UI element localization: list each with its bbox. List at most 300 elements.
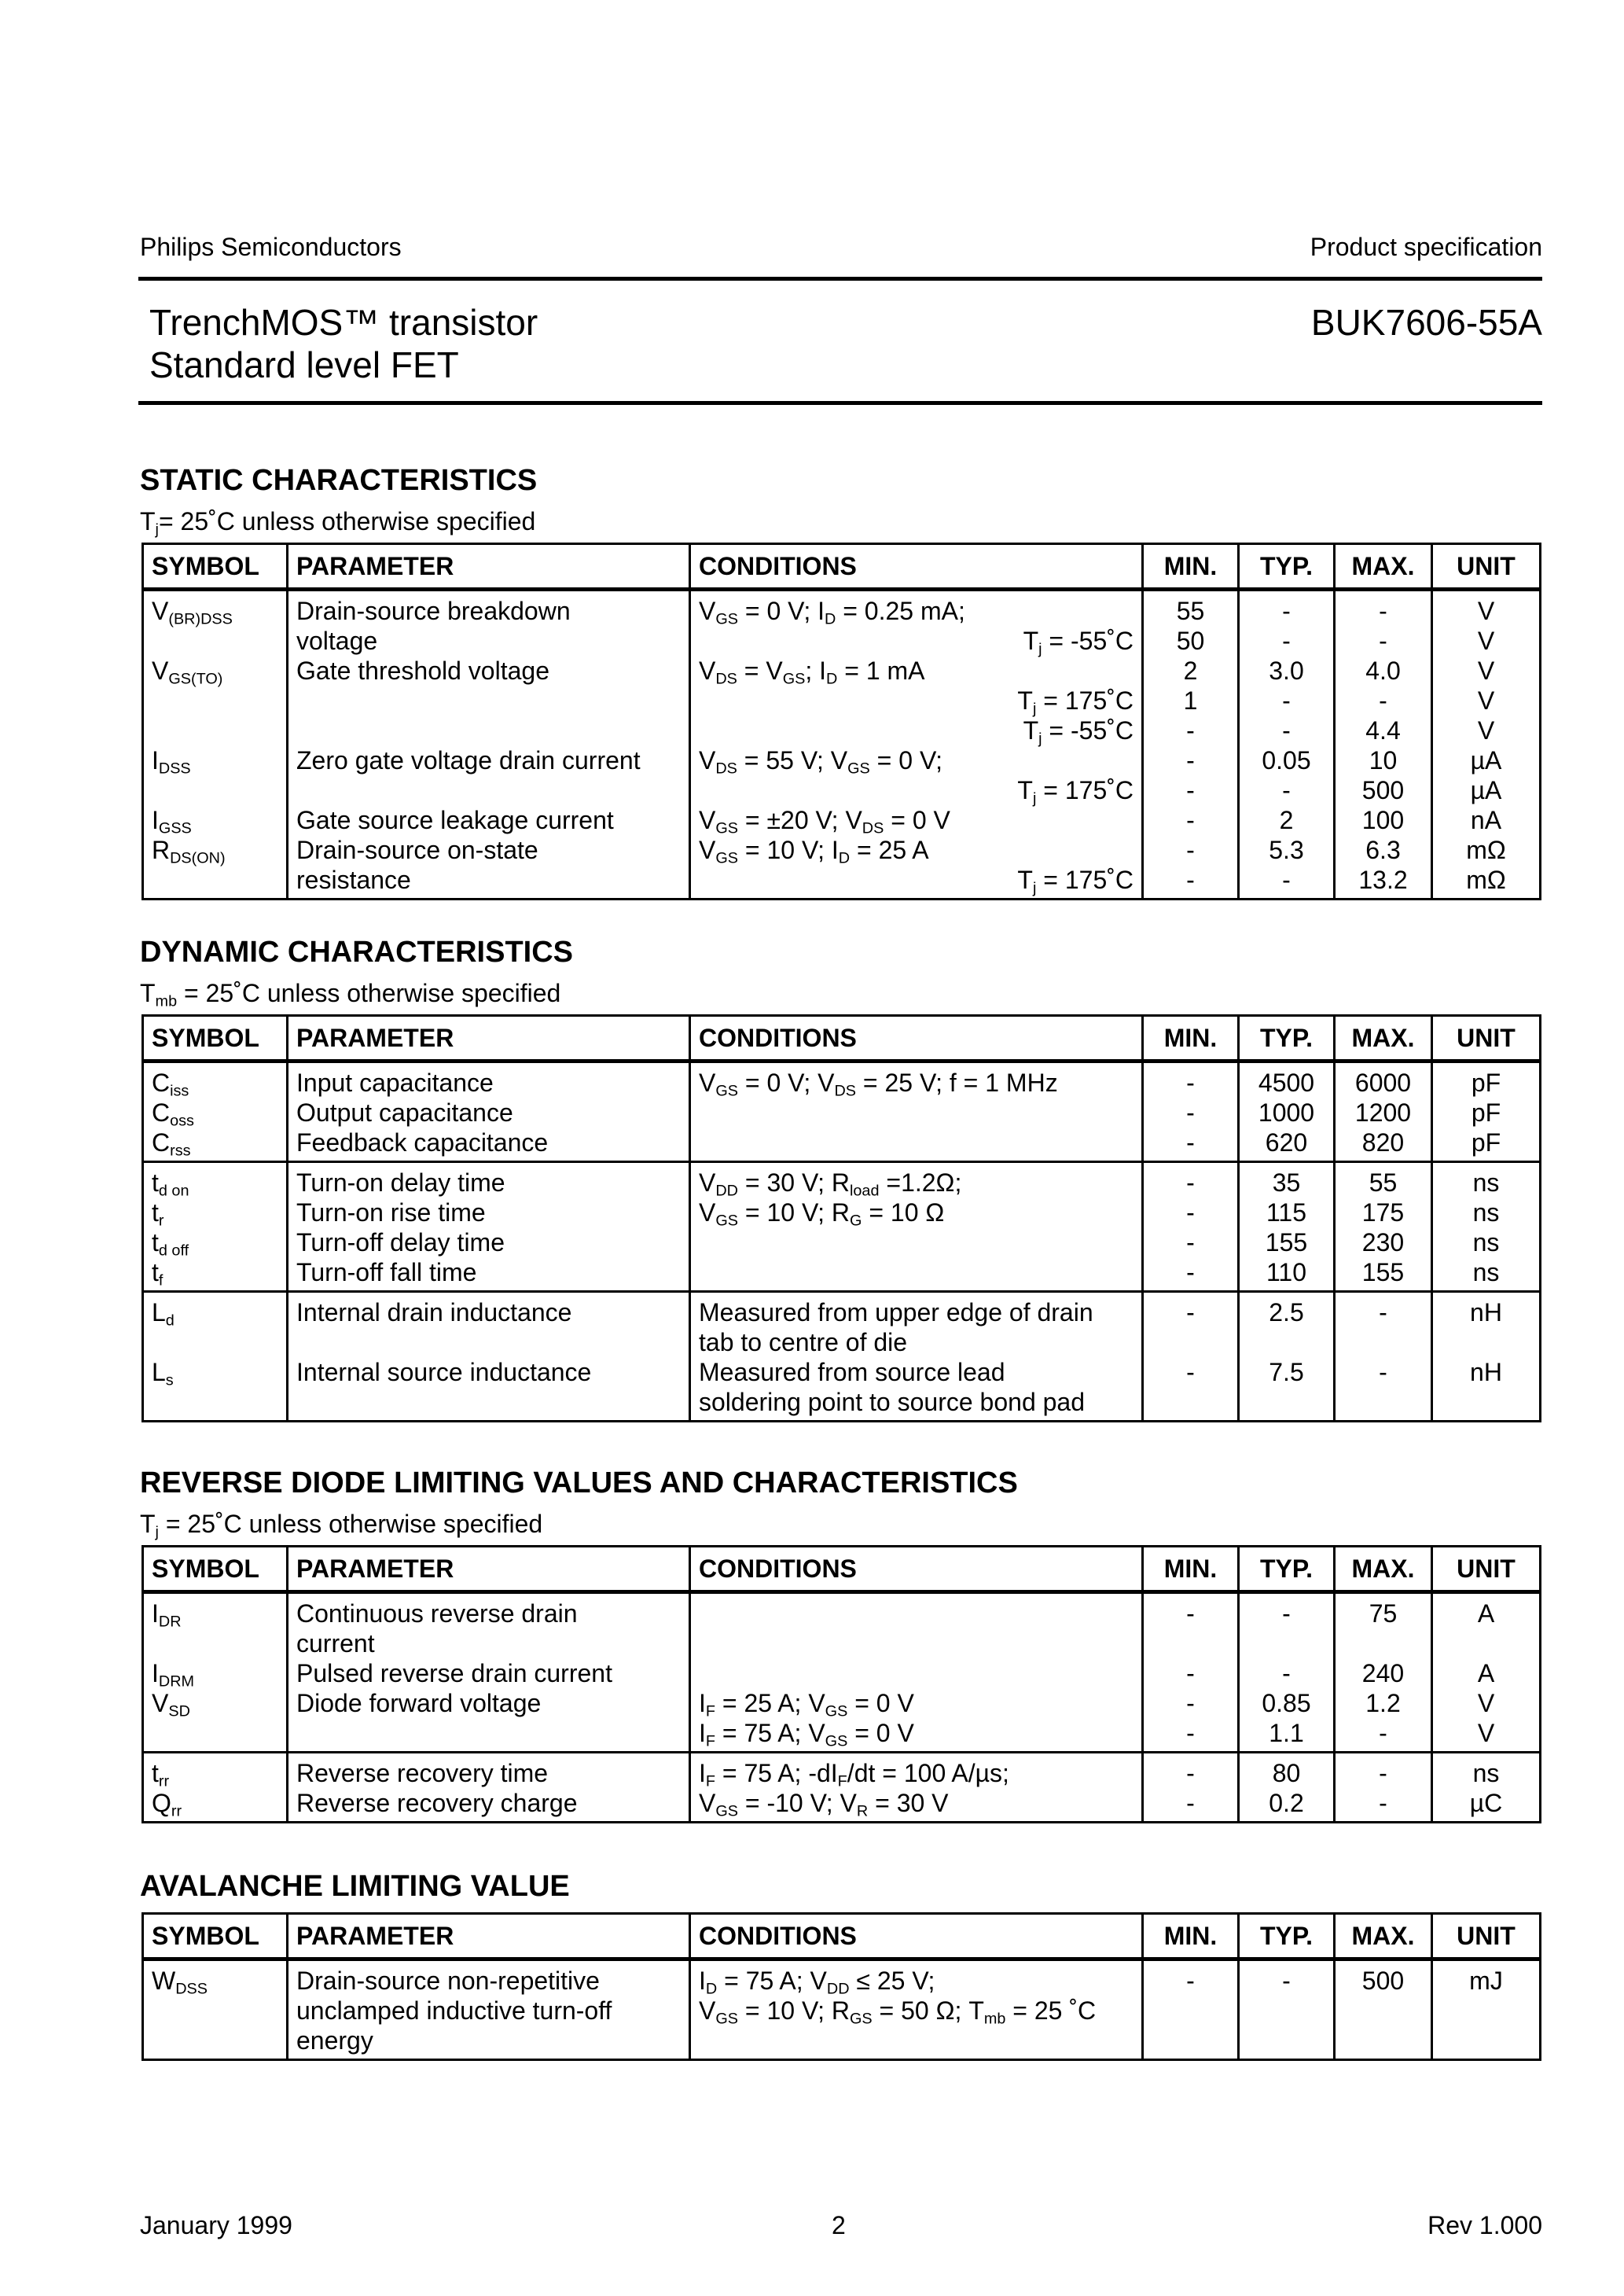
cell-conditions: tab to centre of die — [690, 1327, 1143, 1357]
col-unit: UNIT — [1432, 1914, 1541, 1959]
cell-min — [1143, 1996, 1239, 2026]
cell-parameter: Output capacitance — [288, 1098, 690, 1128]
cell-min — [1143, 1327, 1239, 1357]
cell-max: 6.3 — [1335, 835, 1432, 865]
cell-symbol: $I_{GSS}$ — [143, 805, 288, 835]
table-row — [143, 865, 1541, 900]
cell-symbol — [143, 865, 288, 900]
table-row — [143, 1098, 1541, 1128]
cell-unit: pF — [1432, 1062, 1541, 1098]
cell-parameter: Turn-on delay time — [288, 1162, 690, 1198]
cell-typ: 2 — [1239, 805, 1335, 835]
cell-parameter: Gate threshold voltage — [288, 656, 690, 686]
cell-typ: 115 — [1239, 1198, 1335, 1227]
col-conditions: CONDITIONS — [690, 544, 1143, 590]
col-parameter: PARAMETER — [288, 1016, 690, 1062]
cell-typ: 0.05 — [1239, 745, 1335, 775]
cell-unit: nH — [1432, 1357, 1541, 1387]
cell-max: 230 — [1335, 1227, 1432, 1257]
cell-max: 55 — [1335, 1162, 1432, 1198]
table-row — [143, 2026, 1541, 2060]
col-min: MIN. — [1143, 544, 1239, 590]
cell-unit — [1432, 1327, 1541, 1357]
table-row — [143, 1062, 1541, 1098]
col-unit: UNIT — [1432, 1547, 1541, 1592]
cell-min: - — [1143, 1062, 1239, 1098]
company-name: Philips Semiconductors — [140, 233, 402, 261]
cell-symbol — [143, 1387, 288, 1422]
cell-unit: µA — [1432, 775, 1541, 805]
cell-conditions — [690, 1658, 1143, 1688]
cell-symbol: $C_{rss}$ — [143, 1128, 288, 1162]
cell-typ — [1239, 1387, 1335, 1422]
table-row — [143, 1357, 1541, 1387]
static-characteristics-table — [141, 543, 1541, 900]
cell-min: - — [1143, 1128, 1239, 1162]
table-row — [143, 1387, 1541, 1422]
cell-typ: 80 — [1239, 1753, 1335, 1789]
cell-unit: A — [1432, 1592, 1541, 1629]
cell-symbol — [143, 1718, 288, 1753]
cell-typ: - — [1239, 1658, 1335, 1688]
cell-unit: V — [1432, 656, 1541, 686]
cell-unit: V — [1432, 1718, 1541, 1753]
cell-min: - — [1143, 1658, 1239, 1688]
table-row — [143, 1227, 1541, 1257]
cell-parameter: Continuous reverse drain — [288, 1592, 690, 1629]
cell-typ: 35 — [1239, 1162, 1335, 1198]
cell-parameter: Input capacitance — [288, 1062, 690, 1098]
cell-typ: - — [1239, 1959, 1335, 1996]
cell-min: - — [1143, 1227, 1239, 1257]
table-row — [143, 1162, 1541, 1198]
cell-parameter — [288, 716, 690, 745]
dynamic-section-title: DYNAMIC CHARACTERISTICS — [140, 936, 573, 969]
cell-conditions — [690, 1098, 1143, 1128]
cell-unit: ns — [1432, 1227, 1541, 1257]
cell-max: - — [1335, 1357, 1432, 1387]
cell-min: - — [1143, 1753, 1239, 1789]
cell-typ — [1239, 2026, 1335, 2060]
cell-max — [1335, 1387, 1432, 1422]
cell-min: - — [1143, 1688, 1239, 1718]
cell-typ: 7.5 — [1239, 1357, 1335, 1387]
cell-conditions: Measured from upper edge of drain — [690, 1292, 1143, 1328]
table-row — [143, 1996, 1541, 2026]
cell-parameter: Drain-source breakdown — [288, 590, 690, 627]
cell-typ — [1239, 1996, 1335, 2026]
cell-min — [1143, 1387, 1239, 1422]
cell-min: - — [1143, 1198, 1239, 1227]
col-symbol: SYMBOL — [143, 1547, 288, 1592]
cell-conditions — [690, 2026, 1143, 2060]
cell-typ: - — [1239, 626, 1335, 656]
col-max: MAX. — [1335, 1914, 1432, 1959]
cell-conditions: Measured from source lead — [690, 1357, 1143, 1387]
cell-symbol — [143, 626, 288, 656]
cell-symbol: $C_{iss}$ — [143, 1062, 288, 1098]
table-row — [143, 590, 1541, 627]
cell-conditions: $V_{DD} = 30$ V; $R_{load} =1.2\Omega$; — [690, 1162, 1143, 1198]
col-unit: UNIT — [1432, 544, 1541, 590]
cell-symbol: $W_{DSS}$ — [143, 1959, 288, 1996]
cell-conditions: $T_j$ = -55˚C — [690, 716, 1143, 745]
table-row — [143, 1788, 1541, 1823]
table-row — [143, 1292, 1541, 1328]
cell-symbol: $t_r$ — [143, 1198, 288, 1227]
cell-unit: nA — [1432, 805, 1541, 835]
reverse-table-body — [143, 1592, 1541, 1823]
cell-max — [1335, 1327, 1432, 1357]
cell-max: 1200 — [1335, 1098, 1432, 1128]
footer-date: January 1999 — [140, 2211, 292, 2239]
cell-parameter — [288, 1718, 690, 1753]
cell-min: - — [1143, 1592, 1239, 1629]
footer-revision: Rev 1.000 — [1427, 2211, 1542, 2239]
cell-min: 2 — [1143, 656, 1239, 686]
static-section-title: STATIC CHARACTERISTICS — [140, 464, 538, 497]
cell-conditions: $I_D = 75$ A; $V_{DD} \le 25$ V; — [690, 1959, 1143, 1996]
cell-parameter: Feedback capacitance — [288, 1128, 690, 1162]
cell-symbol: $I_{DSS}$ — [143, 745, 288, 775]
col-unit: UNIT — [1432, 1016, 1541, 1062]
cell-conditions: $V_{DS} = 55$ V; $V_{GS} = 0$ V; — [690, 745, 1143, 775]
cell-symbol — [143, 1327, 288, 1357]
cell-min: - — [1143, 1257, 1239, 1292]
cell-symbol — [143, 1628, 288, 1658]
cell-parameter: Pulsed reverse drain current — [288, 1658, 690, 1688]
cell-parameter: energy — [288, 2026, 690, 2060]
cell-max: 100 — [1335, 805, 1432, 835]
col-parameter: PARAMETER — [288, 1547, 690, 1592]
cell-max — [1335, 1996, 1432, 2026]
cell-unit: V — [1432, 716, 1541, 745]
cell-max: 500 — [1335, 1959, 1432, 1996]
cell-max: - — [1335, 626, 1432, 656]
cell-typ: 155 — [1239, 1227, 1335, 1257]
col-typ: TYP. — [1239, 1914, 1335, 1959]
col-typ: TYP. — [1239, 1016, 1335, 1062]
col-symbol: SYMBOL — [143, 1914, 288, 1959]
cell-parameter: unclamped inductive turn-off — [288, 1996, 690, 2026]
table-row — [143, 716, 1541, 745]
cell-parameter: Turn-on rise time — [288, 1198, 690, 1227]
table-row — [143, 1628, 1541, 1658]
col-typ: TYP. — [1239, 544, 1335, 590]
cell-parameter: voltage — [288, 626, 690, 656]
cell-max: 1.2 — [1335, 1688, 1432, 1718]
cell-symbol: $I_{DRM}$ — [143, 1658, 288, 1688]
cell-max: - — [1335, 590, 1432, 627]
cell-conditions: $I_F = 75$ A; $V_{GS} = 0$ V — [690, 1718, 1143, 1753]
cell-conditions: $I_F = 25$ A; $V_{GS} = 0$ V — [690, 1688, 1143, 1718]
cell-conditions: $V_{GS} = \pm 20$ V; $V_{DS} = 0$ V — [690, 805, 1143, 835]
cell-conditions: $V_{DS} = V_{GS}$; $I_D = 1$ mA — [690, 656, 1143, 686]
table-row — [143, 686, 1541, 716]
cell-symbol — [143, 775, 288, 805]
table-row — [143, 626, 1541, 656]
cell-symbol: $t_{d on}$ — [143, 1162, 288, 1198]
table-row — [143, 805, 1541, 835]
cell-max: 820 — [1335, 1128, 1432, 1162]
col-symbol: SYMBOL — [143, 1016, 288, 1062]
cell-min: - — [1143, 1098, 1239, 1128]
cell-typ: - — [1239, 1592, 1335, 1629]
reverse-section-note: $T_j$ = 25˚C unless otherwise specified — [140, 1510, 543, 1541]
cell-typ: - — [1239, 716, 1335, 745]
cell-conditions — [690, 1257, 1143, 1292]
cell-unit: ns — [1432, 1162, 1541, 1198]
table-row — [143, 1257, 1541, 1292]
cell-symbol — [143, 686, 288, 716]
cell-unit: A — [1432, 1658, 1541, 1688]
cell-unit: V — [1432, 590, 1541, 627]
cell-typ: 0.85 — [1239, 1688, 1335, 1718]
cell-min: - — [1143, 835, 1239, 865]
cell-min: - — [1143, 716, 1239, 745]
cell-parameter: Internal source inductance — [288, 1357, 690, 1387]
cell-max: 4.4 — [1335, 716, 1432, 745]
cell-min: - — [1143, 1788, 1239, 1823]
cell-parameter: resistance — [288, 865, 690, 900]
cell-min — [1143, 1628, 1239, 1658]
cell-symbol: $t_{d off}$ — [143, 1227, 288, 1257]
table-row — [143, 1753, 1541, 1789]
cell-unit: V — [1432, 626, 1541, 656]
cell-unit: ns — [1432, 1198, 1541, 1227]
table-row — [143, 775, 1541, 805]
cell-conditions: $T_j$ = 175˚C — [690, 775, 1143, 805]
cell-max — [1335, 1628, 1432, 1658]
avalanche-table-body — [143, 1959, 1541, 2060]
product-title-line1: TrenchMOS™ transistor — [149, 302, 538, 343]
cell-unit: ns — [1432, 1257, 1541, 1292]
col-max: MAX. — [1335, 544, 1432, 590]
part-number: BUK7606-55A — [1310, 302, 1542, 343]
cell-typ: 0.2 — [1239, 1788, 1335, 1823]
col-min: MIN. — [1143, 1547, 1239, 1592]
table-row — [143, 1658, 1541, 1688]
cell-typ: - — [1239, 775, 1335, 805]
cell-parameter: Internal drain inductance — [288, 1292, 690, 1328]
cell-min: - — [1143, 1357, 1239, 1387]
cell-typ: 4500 — [1239, 1062, 1335, 1098]
cell-max: 240 — [1335, 1658, 1432, 1688]
cell-min: - — [1143, 865, 1239, 900]
cell-conditions — [690, 1128, 1143, 1162]
col-conditions: CONDITIONS — [690, 1914, 1143, 1959]
product-title-line2: Standard level FET — [149, 344, 459, 385]
cell-conditions: $V_{GS} = 10$ V; $R_{GS} = 50$ Ω; $T_{mb} = 25$ ˚C — [690, 1996, 1143, 2026]
cell-min: - — [1143, 745, 1239, 775]
cell-parameter — [288, 1327, 690, 1357]
col-symbol: SYMBOL — [143, 544, 288, 590]
dynamic-section-note: $T_{mb}$ = 25˚C unless otherwise specified — [140, 979, 561, 1010]
col-conditions: CONDITIONS — [690, 1547, 1143, 1592]
table-row — [143, 656, 1541, 686]
cell-min: - — [1143, 805, 1239, 835]
col-parameter: PARAMETER — [288, 544, 690, 590]
static-table-body — [143, 590, 1541, 900]
cell-conditions: $T_j$ = 175˚C — [690, 865, 1143, 900]
col-conditions: CONDITIONS — [690, 1016, 1143, 1062]
table-row — [143, 1959, 1541, 1996]
cell-symbol — [143, 1996, 288, 2026]
cell-max: 10 — [1335, 745, 1432, 775]
cell-unit: nH — [1432, 1292, 1541, 1328]
header-rule-bottom — [138, 401, 1542, 405]
cell-parameter: Zero gate voltage drain current — [288, 745, 690, 775]
cell-conditions: $V_{GS} = -10$ V; $V_R = 30$ V — [690, 1788, 1143, 1823]
cell-conditions: $V_{GS} = 0$ V; $I_D = 0.25$ mA; — [690, 590, 1143, 627]
cell-min — [1143, 2026, 1239, 2060]
cell-typ: 1000 — [1239, 1098, 1335, 1128]
cell-parameter: Diode forward voltage — [288, 1688, 690, 1718]
cell-typ: 3.0 — [1239, 656, 1335, 686]
cell-parameter — [288, 1387, 690, 1422]
cell-unit: mΩ — [1432, 835, 1541, 865]
table-row — [143, 1592, 1541, 1629]
cell-max: 155 — [1335, 1257, 1432, 1292]
document-type: Product specification — [1310, 233, 1542, 261]
avalanche-table — [141, 1912, 1541, 2061]
cell-min: 50 — [1143, 626, 1239, 656]
table-row — [143, 745, 1541, 775]
cell-parameter: current — [288, 1628, 690, 1658]
cell-typ: 110 — [1239, 1257, 1335, 1292]
col-max: MAX. — [1335, 1016, 1432, 1062]
cell-max: 13.2 — [1335, 865, 1432, 900]
reverse-section-title: REVERSE DIODE LIMITING VALUES AND CHARACTERISTICS — [140, 1466, 1018, 1499]
col-min: MIN. — [1143, 1914, 1239, 1959]
col-min: MIN. — [1143, 1016, 1239, 1062]
cell-unit: V — [1432, 1688, 1541, 1718]
footer-page-number: 2 — [832, 2211, 846, 2239]
cell-max: - — [1335, 1718, 1432, 1753]
cell-symbol: $R_{DS(ON)}$ — [143, 835, 288, 865]
cell-unit: ns — [1432, 1753, 1541, 1789]
dynamic-characteristics-table — [141, 1014, 1541, 1422]
table-row — [143, 1718, 1541, 1753]
avalanche-section-title: AVALANCHE LIMITING VALUE — [140, 1870, 570, 1903]
cell-max: - — [1335, 1753, 1432, 1789]
cell-typ: 1.1 — [1239, 1718, 1335, 1753]
cell-min: - — [1143, 1162, 1239, 1198]
cell-typ — [1239, 1628, 1335, 1658]
cell-min: - — [1143, 1718, 1239, 1753]
cell-min: 55 — [1143, 590, 1239, 627]
cell-unit: mΩ — [1432, 865, 1541, 900]
table-row — [143, 1327, 1541, 1357]
cell-max: - — [1335, 1788, 1432, 1823]
cell-conditions — [690, 1628, 1143, 1658]
cell-parameter: Drain-source on-state — [288, 835, 690, 865]
cell-unit: µA — [1432, 745, 1541, 775]
cell-unit — [1432, 1996, 1541, 2026]
cell-min: 1 — [1143, 686, 1239, 716]
cell-typ: - — [1239, 590, 1335, 627]
cell-max: 6000 — [1335, 1062, 1432, 1098]
dynamic-table-body — [143, 1062, 1541, 1422]
cell-typ — [1239, 1327, 1335, 1357]
cell-conditions: $T_j$ = 175˚C — [690, 686, 1143, 716]
cell-conditions: soldering point to source bond pad — [690, 1387, 1143, 1422]
table-row — [143, 1688, 1541, 1718]
table-row — [143, 835, 1541, 865]
cell-symbol: $V_{(BR)DSS}$ — [143, 590, 288, 627]
cell-parameter: Reverse recovery time — [288, 1753, 690, 1789]
cell-conditions: $V_{GS} = 10$ V; $R_G = 10$ Ω — [690, 1198, 1143, 1227]
cell-max: - — [1335, 686, 1432, 716]
cell-max: 75 — [1335, 1592, 1432, 1629]
col-max: MAX. — [1335, 1547, 1432, 1592]
cell-symbol: $Q_{rr}$ — [143, 1788, 288, 1823]
static-section-note: $T_j=$ 25˚C unless otherwise specified — [140, 507, 536, 539]
cell-symbol — [143, 2026, 288, 2060]
table-row — [143, 1198, 1541, 1227]
cell-parameter: Turn-off delay time — [288, 1227, 690, 1257]
cell-symbol: $t_f$ — [143, 1257, 288, 1292]
cell-parameter: Turn-off fall time — [288, 1257, 690, 1292]
cell-unit: mJ — [1432, 1959, 1541, 1996]
cell-max: - — [1335, 1292, 1432, 1328]
cell-typ: 620 — [1239, 1128, 1335, 1162]
cell-symbol: $V_{GS(TO)}$ — [143, 656, 288, 686]
cell-symbol: $t_{rr}$ — [143, 1753, 288, 1789]
cell-symbol: $L_d$ — [143, 1292, 288, 1328]
cell-max: 500 — [1335, 775, 1432, 805]
cell-parameter: Gate source leakage current — [288, 805, 690, 835]
cell-unit: µC — [1432, 1788, 1541, 1823]
cell-unit: pF — [1432, 1098, 1541, 1128]
cell-parameter: Drain-source non-repetitive — [288, 1959, 690, 1996]
cell-typ: - — [1239, 865, 1335, 900]
cell-conditions — [690, 1592, 1143, 1629]
cell-parameter — [288, 686, 690, 716]
cell-symbol — [143, 716, 288, 745]
cell-unit — [1432, 1387, 1541, 1422]
cell-typ: 2.5 — [1239, 1292, 1335, 1328]
cell-parameter: Reverse recovery charge — [288, 1788, 690, 1823]
col-parameter: PARAMETER — [288, 1914, 690, 1959]
cell-conditions: $I_F = 75$ A; $-dI_F/dt = 100$ A/µs; — [690, 1753, 1143, 1789]
cell-unit: V — [1432, 686, 1541, 716]
cell-symbol: $V_{SD}$ — [143, 1688, 288, 1718]
cell-symbol: $I_{DR}$ — [143, 1592, 288, 1629]
cell-min: - — [1143, 1959, 1239, 1996]
cell-min: - — [1143, 1292, 1239, 1328]
cell-min: - — [1143, 775, 1239, 805]
cell-max — [1335, 2026, 1432, 2060]
cell-conditions: $T_j$ = -55˚C — [690, 626, 1143, 656]
cell-unit — [1432, 1628, 1541, 1658]
col-typ: TYP. — [1239, 1547, 1335, 1592]
cell-conditions — [690, 1227, 1143, 1257]
reverse-diode-table — [141, 1545, 1541, 1823]
cell-symbol: $C_{oss}$ — [143, 1098, 288, 1128]
cell-unit: pF — [1432, 1128, 1541, 1162]
cell-symbol: $L_s$ — [143, 1357, 288, 1387]
cell-typ: 5.3 — [1239, 835, 1335, 865]
cell-conditions: $V_{GS} = 10$ V; $I_D = 25$ A — [690, 835, 1143, 865]
cell-parameter — [288, 775, 690, 805]
cell-conditions: $V_{GS} = 0$ V; $V_{DS} = 25$ V; f = 1 MHz — [690, 1062, 1143, 1098]
cell-max: 175 — [1335, 1198, 1432, 1227]
cell-max: 4.0 — [1335, 656, 1432, 686]
cell-unit — [1432, 2026, 1541, 2060]
header-rule-top — [138, 277, 1542, 281]
cell-typ: - — [1239, 686, 1335, 716]
